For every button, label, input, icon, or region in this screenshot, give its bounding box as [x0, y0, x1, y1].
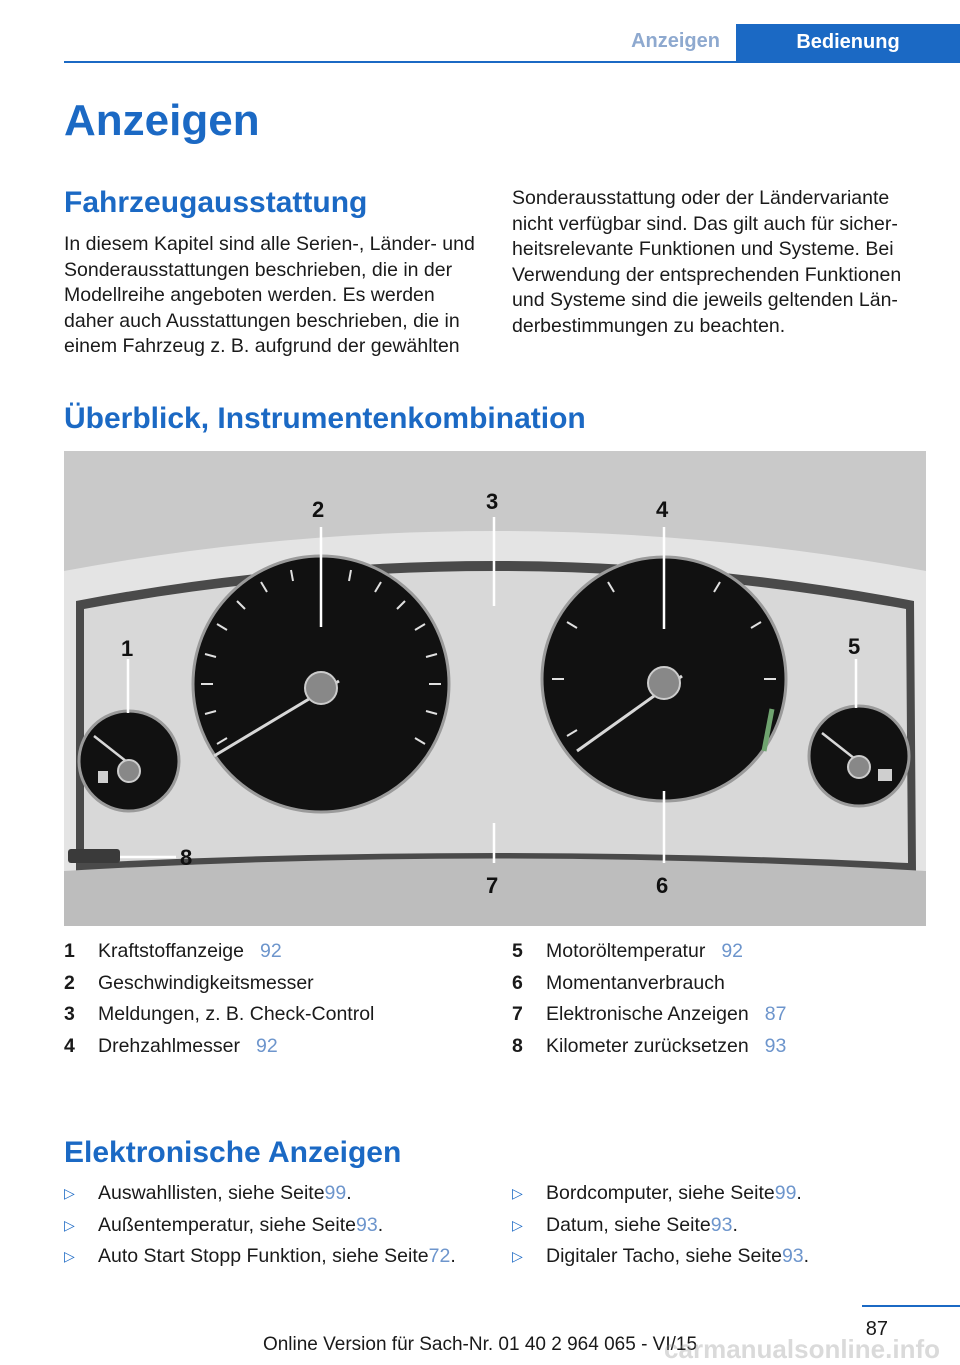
oil-temp-gauge: [809, 706, 909, 806]
bullet-triangle-icon: ▷: [64, 1216, 75, 1233]
callout-7: 7: [486, 873, 499, 898]
list-item-period: .: [346, 1182, 352, 1204]
list-item: [64, 1178, 456, 1210]
legend-number: 3: [64, 1003, 75, 1025]
list-item-period: .: [796, 1182, 802, 1204]
legend-label: Momentanverbrauch: [546, 971, 725, 994]
list-item-text: Digitaler Tacho, siehe Seite: [546, 1245, 782, 1267]
online-version-note: Online Version für Sach-Nr. 01 40 2 964 065 - VI/15: [262, 1334, 698, 1355]
list-item: [64, 1241, 456, 1273]
page-reference-link[interactable]: 93: [710, 1213, 733, 1236]
paragraph-left: In diesem Kapitel sind alle Serien-, Länder- und Sonderausstattungen beschrieben, die in der Modellreihe angeboten werden. Es werden daher auch Ausstattungen beschrieben, die in einem Fahrzeug z. B. aufgrund der gewählten: [64, 233, 475, 358]
section-heading-elektronische-anzeigen: Elektronische Anzeigen: [64, 1136, 402, 1169]
page-reference-link[interactable]: 93: [764, 1034, 787, 1057]
fuel-pump-icon: [98, 771, 108, 783]
fuel-gauge-hub: [118, 760, 140, 782]
list-item-text: Bordcomputer, siehe Seite: [546, 1182, 775, 1204]
page-reference-link[interactable]: 87: [764, 1003, 787, 1025]
legend-item: [64, 999, 374, 1031]
legend-right: [512, 936, 786, 1062]
oil-can-icon: [878, 769, 892, 781]
legend-item: [512, 936, 786, 968]
instrument-cluster-figure: [64, 451, 926, 926]
page-reference-link[interactable]: 92: [255, 1034, 278, 1057]
fuel-gauge: [79, 711, 179, 811]
bullet-triangle-icon: ▷: [512, 1216, 523, 1233]
callout-4: 4: [656, 497, 669, 522]
instrument-cluster-drawing: [64, 451, 926, 926]
page-reference-link[interactable]: 99: [324, 1182, 347, 1204]
page-reference-link[interactable]: 72: [428, 1245, 451, 1267]
list-item-period: .: [803, 1245, 810, 1267]
legend-item: [512, 999, 786, 1031]
callout-5: 5: [848, 634, 861, 659]
page-reference-link[interactable]: 93: [781, 1245, 804, 1267]
legend-item: [512, 1031, 786, 1063]
legend-item: [64, 936, 374, 968]
list-item: [512, 1178, 809, 1210]
page-number: 87: [865, 1318, 888, 1340]
trip-reset-button-illustration: [68, 849, 120, 863]
legend-label: Motoröltemperatur: [546, 940, 706, 962]
legend-number: 1: [64, 940, 75, 962]
bullet-list-left: [64, 1178, 456, 1273]
bullet-list-right: [512, 1178, 809, 1273]
list-item-text: Auswahllisten, siehe Seite: [98, 1182, 325, 1204]
list-item: [512, 1241, 809, 1273]
legend-label: Kilometer zurücksetzen: [546, 1034, 749, 1057]
page-reference-link[interactable]: 93: [356, 1213, 378, 1236]
legend-number: 4: [64, 1034, 75, 1057]
tab-anzeigen[interactable]: Anzeigen: [631, 30, 720, 52]
list-item-period: .: [377, 1213, 384, 1236]
footer-rule: [862, 1305, 960, 1307]
legend-number: 7: [512, 1003, 523, 1025]
legend-label: Drehzahlmesser: [98, 1034, 240, 1057]
bullet-triangle-icon: ▷: [512, 1248, 523, 1264]
section-heading-ueberblick: Überblick, Instrumentenkombination: [64, 402, 586, 435]
paragraph-right: Sonderausstattung oder der Ländervariante nicht verfügbar sind. Das gilt auch für sicherheitsrelevante Funktionen und Systeme. Bei Verwendung der entsprechenden Funktionen und Systeme sind die jeweils geltenden Länderbestimmungen zu beachten.: [512, 187, 902, 337]
legend-number: 2: [64, 971, 75, 994]
legend-label: Geschwindigkeitsmesser: [98, 971, 314, 994]
legend-number: 8: [512, 1034, 523, 1057]
callout-6: 6: [656, 873, 669, 898]
legend-item: [512, 968, 786, 1000]
legend-label: Kraftstoffanzeige: [98, 940, 244, 962]
page-reference-link[interactable]: 92: [721, 940, 744, 962]
callout-3: 3: [486, 489, 499, 514]
legend-label: Elektronische Anzeigen: [546, 1003, 749, 1025]
legend-left: [64, 936, 374, 1062]
list-item-text: Auto Start Stopp Funktion, siehe Seite: [98, 1245, 429, 1267]
bullet-triangle-icon: ▷: [512, 1185, 523, 1201]
section-heading-fahrzeugausstattung: Fahrzeugausstattung: [64, 186, 368, 219]
legend-label: Meldungen, z. B. Check-Control: [98, 1003, 375, 1025]
tab-bedienung[interactable]: Bedienung: [736, 24, 960, 61]
list-item: [64, 1210, 456, 1242]
watermark: carmanualsonline.info: [664, 1334, 940, 1364]
callout-8: 8: [180, 845, 193, 870]
legend-item: [64, 1031, 374, 1063]
list-item-text: Datum, siehe Seite: [546, 1213, 711, 1236]
page-reference-link[interactable]: 92: [259, 940, 282, 962]
bullet-triangle-icon: ▷: [64, 1185, 75, 1201]
page-title: Anzeigen: [64, 96, 260, 145]
list-item: [512, 1210, 809, 1242]
oil-temp-gauge-hub: [848, 756, 870, 778]
callout-1: 1: [121, 636, 134, 661]
bullet-triangle-icon: ▷: [64, 1248, 75, 1264]
list-item-period: .: [732, 1213, 738, 1236]
page-reference-link[interactable]: 99: [774, 1182, 797, 1204]
speedometer-hub: [305, 672, 337, 704]
tachometer-hub: [648, 667, 680, 699]
legend-item: [64, 968, 374, 1000]
list-item-text: Außentemperatur, siehe Seite: [98, 1213, 356, 1236]
list-item-period: .: [450, 1245, 456, 1267]
legend-number: 6: [512, 971, 523, 994]
header-bar: [64, 0, 960, 63]
legend-number: 5: [512, 940, 523, 962]
callout-2: 2: [312, 497, 325, 522]
